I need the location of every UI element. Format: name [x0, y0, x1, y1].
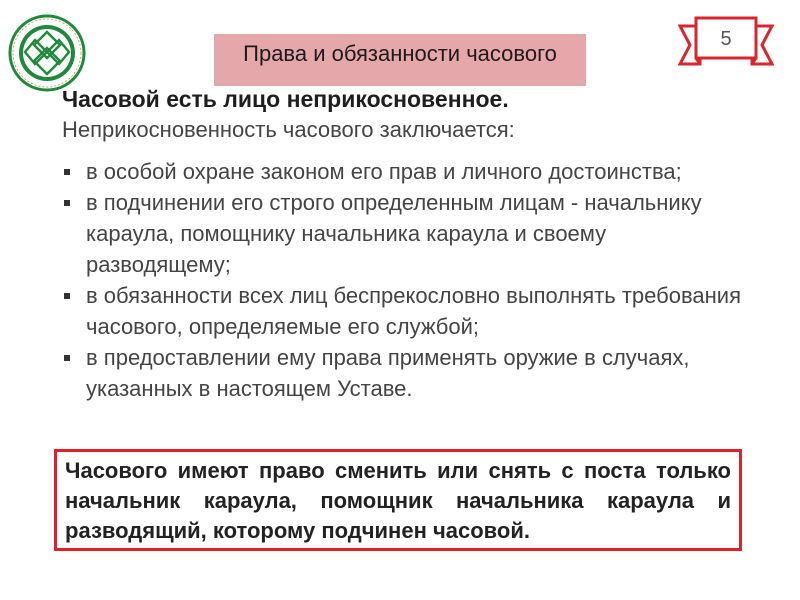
list-item [62, 342, 742, 404]
bullet-icon [64, 169, 70, 175]
slide-title-box [214, 34, 586, 86]
list-item-text: в предоставлении ему права применять оружие в случаях, указанных в настоящем Уставе. [86, 345, 690, 401]
list-item [62, 280, 742, 342]
university-emblem-icon [8, 14, 86, 92]
list-item-text: в обязанности всех лиц беспрекословно выполнять требования часового, определяемые его службой; [86, 283, 742, 339]
list-item [62, 156, 742, 187]
bullet-list [62, 156, 742, 404]
main-heading: Часовой есть лицо неприкосновенное. [62, 86, 509, 112]
slide-title: Права и обязанности часового [243, 41, 557, 66]
list-item-text: в подчинении его строго определенным лицам - начальнику караула, помощнику начальника караула и своему разводящему; [86, 190, 702, 277]
page-number: 5 [720, 28, 732, 50]
list-item-text: в особой охране законом его прав и личного достоинства; [86, 159, 682, 184]
subheading: Неприкосновенность часового заключается: [62, 117, 515, 142]
note-text: Часового имеют право сменить или снять с поста только начальник караула, помощник начальника караула и разводящий, которому подчинен часовой. [65, 458, 731, 543]
bullet-icon [64, 200, 70, 206]
highlighted-note [54, 449, 742, 551]
list-item [62, 187, 742, 280]
bullet-icon [64, 355, 70, 361]
bullet-icon [64, 293, 70, 299]
